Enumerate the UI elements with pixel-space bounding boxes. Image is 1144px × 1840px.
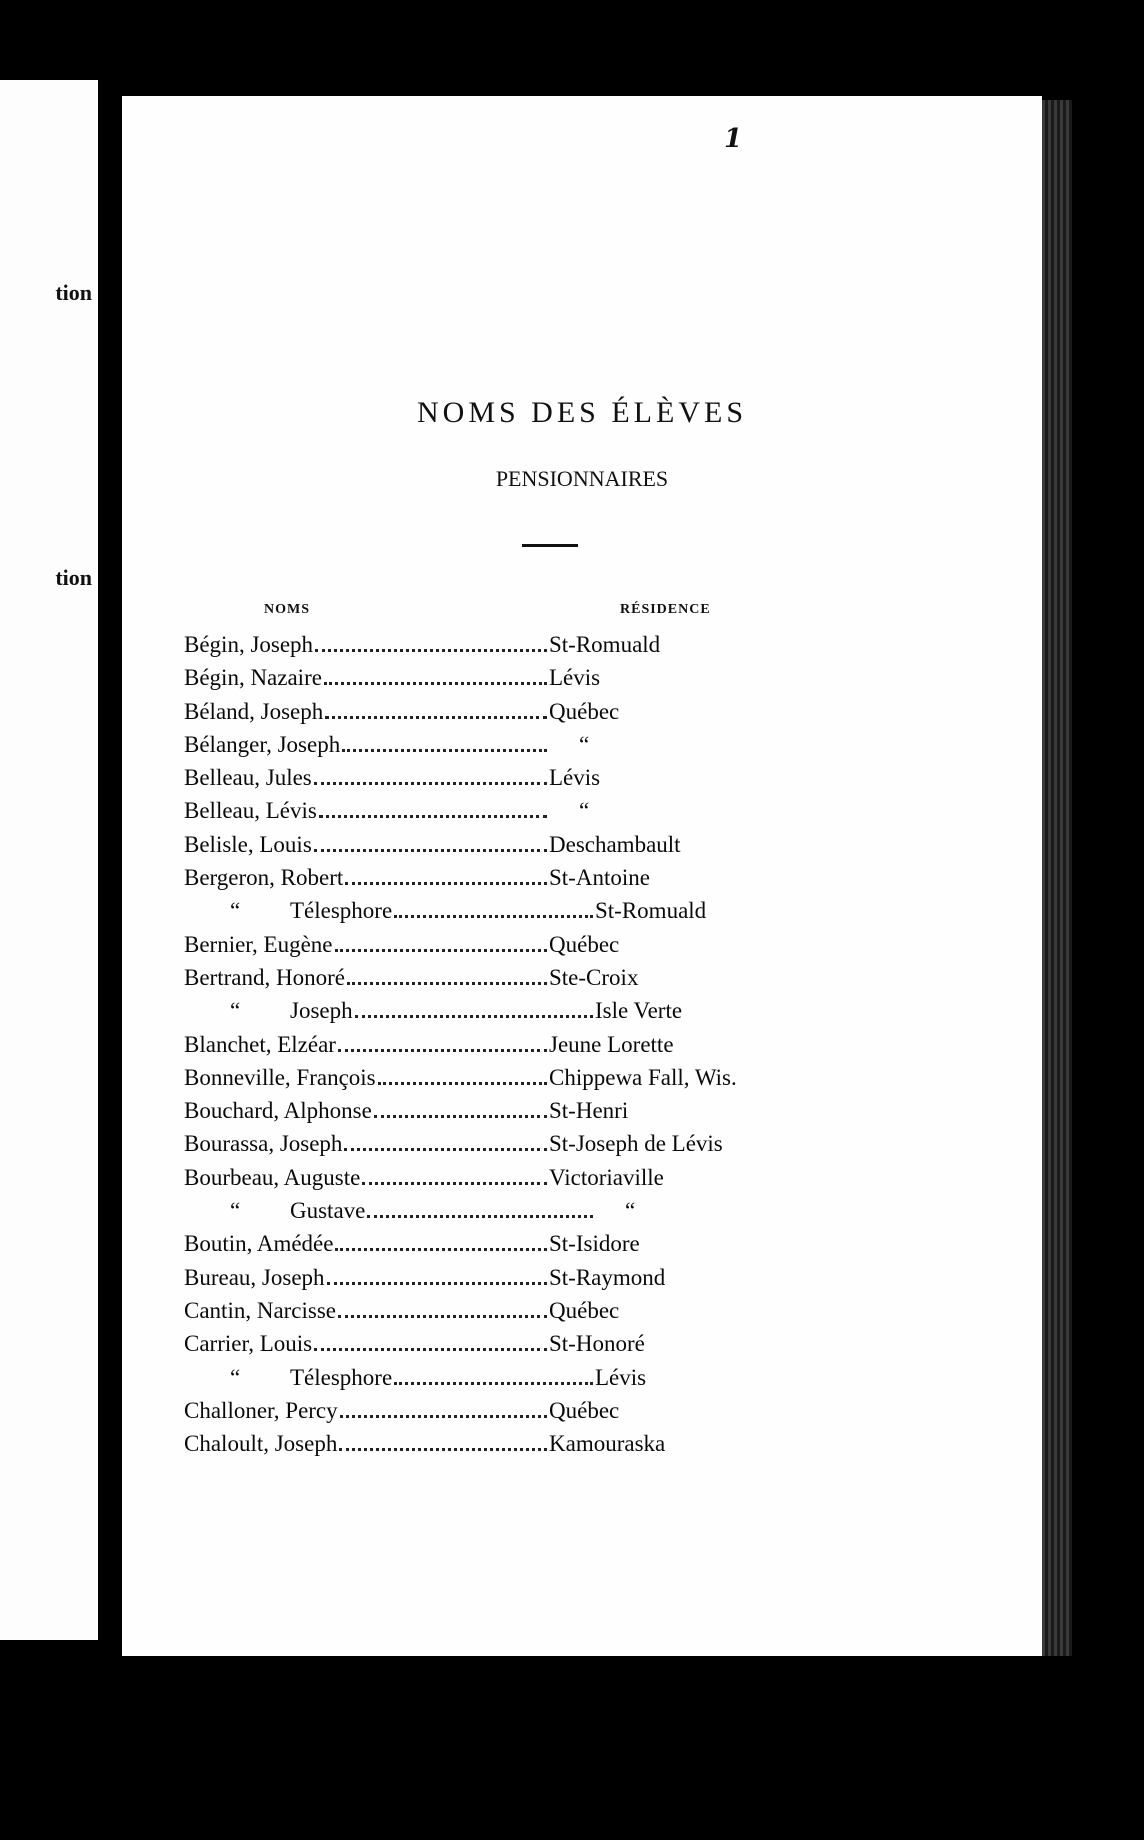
ditto-mark: “	[230, 1198, 241, 1224]
left-page-sliver	[0, 80, 98, 1640]
student-residence: Québec	[549, 1297, 620, 1323]
student-residence: Lévis	[595, 1364, 647, 1390]
page-subtitle: PENSIONNAIRES	[495, 466, 669, 491]
student-residence: Québec	[549, 698, 620, 724]
student-row	[184, 1331, 884, 1364]
student-name: Bourassa, Joseph	[184, 1131, 343, 1157]
student-name-cell	[184, 665, 549, 691]
student-residence: Isle Verte	[595, 998, 683, 1024]
dot-leader	[345, 882, 547, 885]
student-list	[184, 632, 884, 1464]
student-name-cell	[184, 1032, 549, 1058]
student-row	[184, 1032, 884, 1065]
student-residence: Québec	[549, 931, 620, 957]
column-header-residence: RÉSIDENCE	[620, 602, 711, 617]
student-name-cell	[184, 1331, 549, 1357]
student-name-cell	[184, 832, 549, 858]
student-name-cell	[184, 865, 549, 891]
dot-leader	[367, 1215, 593, 1218]
student-name-cell	[184, 1231, 549, 1257]
document-page	[122, 96, 1042, 1656]
title-rule	[522, 544, 578, 547]
student-name-cell	[184, 1131, 549, 1157]
student-row	[184, 965, 884, 998]
student-name: Challoner, Percy	[184, 1397, 338, 1423]
student-row	[184, 865, 884, 898]
student-residence: Deschambault	[549, 831, 681, 857]
student-row	[184, 732, 884, 765]
student-row	[184, 832, 884, 865]
dot-leader	[342, 749, 547, 752]
student-row	[184, 1065, 884, 1098]
dot-leader	[355, 1015, 593, 1018]
student-name-cell	[184, 732, 549, 758]
left-page-fragment: tion	[55, 280, 92, 305]
student-name-cell	[184, 1398, 549, 1424]
student-row	[184, 632, 884, 665]
dot-leader	[347, 982, 547, 985]
ditto-mark: “	[230, 898, 241, 924]
student-row	[184, 1298, 884, 1331]
student-name: Bélanger, Joseph	[184, 731, 341, 757]
student-residence: “	[579, 798, 590, 824]
student-residence: Lévis	[549, 765, 601, 791]
student-name-cell	[184, 898, 595, 924]
student-name-cell	[184, 1365, 595, 1391]
student-residence: St-Honoré	[549, 1331, 645, 1357]
student-name: Belleau, Lévis	[184, 798, 317, 824]
dot-leader	[340, 1415, 547, 1418]
student-name: Cantin, Narcisse	[184, 1297, 337, 1323]
student-residence: Lévis	[549, 665, 601, 691]
student-name: Blanchet, Elzéar	[184, 1031, 336, 1057]
dot-leader	[338, 1315, 547, 1318]
student-name: Gustave	[290, 1198, 366, 1224]
student-name: Bonneville, François	[184, 1064, 376, 1090]
dot-leader	[378, 1082, 547, 1085]
dot-leader	[324, 682, 547, 685]
student-residence: “	[579, 731, 590, 757]
student-row	[184, 665, 884, 698]
student-name-cell	[184, 1165, 549, 1191]
student-name: Télesphore	[290, 898, 393, 924]
student-row	[184, 1365, 884, 1398]
student-residence: St-Henri	[549, 1098, 629, 1124]
student-name: Carrier, Louis	[184, 1331, 313, 1357]
student-name-cell	[184, 632, 549, 658]
student-row	[184, 1265, 884, 1298]
ditto-mark: “	[230, 1364, 241, 1390]
student-row	[184, 1398, 884, 1431]
student-name: Belleau, Jules	[184, 765, 312, 791]
student-name-cell	[184, 699, 549, 725]
page-title: NOMS DES ÉLÈVES	[416, 396, 747, 429]
ditto-mark: “	[230, 998, 241, 1024]
dot-leader	[325, 716, 547, 719]
dot-leader	[362, 1182, 547, 1185]
student-name-cell	[184, 1098, 549, 1124]
student-name: Bergeron, Robert	[184, 865, 344, 891]
dot-leader	[374, 1115, 547, 1118]
page-edge	[1042, 100, 1072, 1656]
student-name-cell	[184, 998, 595, 1024]
student-name-cell	[184, 1431, 549, 1457]
dot-leader	[314, 782, 547, 785]
left-page-fragment: tion	[55, 565, 92, 590]
dot-leader	[314, 1348, 547, 1351]
dot-leader	[314, 849, 547, 852]
student-row	[184, 1198, 884, 1231]
student-row	[184, 798, 884, 831]
student-name: Joseph	[290, 998, 353, 1024]
student-name: Bureau, Joseph	[184, 1264, 325, 1290]
student-name: Bouchard, Alphonse	[184, 1098, 372, 1124]
student-row	[184, 1165, 884, 1198]
student-name: Chaloult, Joseph	[184, 1431, 338, 1457]
student-residence: St-Raymond	[549, 1264, 666, 1290]
student-name: Bégin, Nazaire	[184, 665, 322, 691]
student-name-cell	[184, 1265, 549, 1291]
student-name: Béland, Joseph	[184, 698, 324, 724]
student-row	[184, 998, 884, 1031]
student-row	[184, 765, 884, 798]
student-residence: Ste-Croix	[549, 964, 639, 990]
student-name-cell	[184, 798, 549, 824]
student-residence: Kamouraska	[549, 1431, 666, 1457]
student-residence: St-Joseph de Lévis	[549, 1131, 723, 1157]
student-residence: Victoriaville	[549, 1164, 664, 1190]
student-residence: St-Romuald	[549, 632, 661, 657]
student-name: Télesphore	[290, 1364, 393, 1390]
student-row	[184, 898, 884, 931]
student-name: Bourbeau, Auguste	[184, 1164, 361, 1190]
student-row	[184, 699, 884, 732]
student-residence: St-Antoine	[549, 865, 650, 891]
dot-leader	[319, 815, 547, 818]
student-residence: Québec	[549, 1397, 620, 1423]
student-row	[184, 1431, 884, 1464]
student-residence: “	[625, 1198, 636, 1224]
dot-leader	[335, 949, 547, 952]
student-name-cell	[184, 1298, 549, 1324]
student-row	[184, 1131, 884, 1164]
student-row	[184, 1231, 884, 1264]
dot-leader	[394, 915, 593, 918]
page-mark: 1	[724, 124, 743, 154]
student-row	[184, 1098, 884, 1131]
student-row	[184, 932, 884, 965]
dot-leader	[339, 1448, 547, 1451]
student-name: Belisle, Louis	[184, 831, 312, 857]
column-header-names: NOMS	[264, 602, 310, 617]
dot-leader	[315, 649, 547, 652]
dot-leader	[338, 1049, 547, 1052]
student-name-cell	[184, 1198, 595, 1224]
student-name-cell	[184, 965, 549, 991]
student-residence: St-Romuald	[595, 898, 707, 924]
dot-leader	[327, 1282, 547, 1285]
student-name-cell	[184, 765, 549, 791]
student-name-cell	[184, 932, 549, 958]
student-name-cell	[184, 1065, 549, 1091]
book-gutter	[98, 80, 122, 1640]
dot-leader	[335, 1248, 547, 1251]
dot-leader	[394, 1382, 593, 1385]
student-name: Boutin, Amédée	[184, 1231, 334, 1257]
student-name: Bégin, Joseph	[184, 632, 314, 657]
student-residence: Chippewa Fall, Wis.	[549, 1064, 737, 1090]
student-name: Bertrand, Honoré	[184, 964, 345, 990]
student-residence: St-Isidore	[549, 1231, 640, 1257]
student-name: Bernier, Eugène	[184, 931, 333, 957]
student-residence: Jeune Lorette	[549, 1031, 674, 1057]
dot-leader	[344, 1148, 547, 1151]
